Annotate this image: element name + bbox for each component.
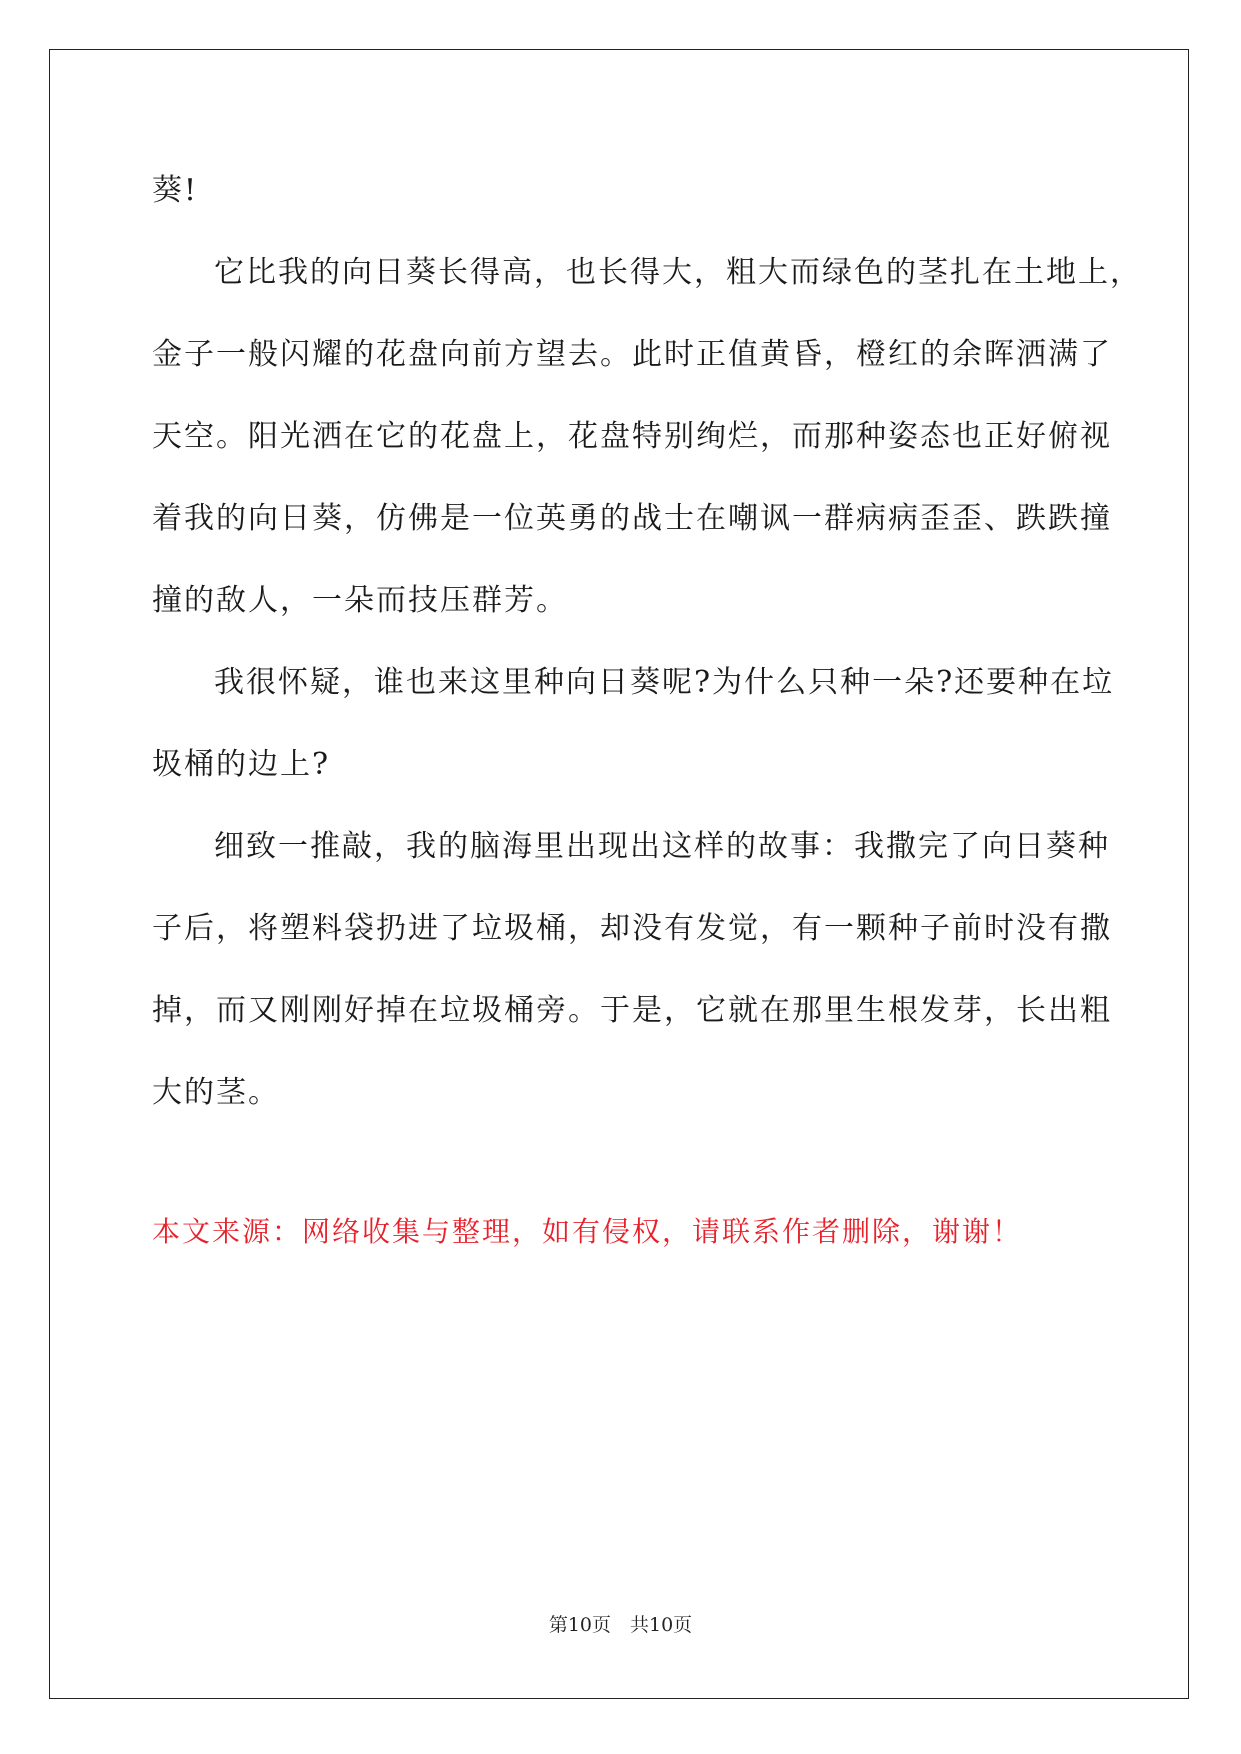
text-line: 金子一般闪耀的花盘向前方望去。此时正值黄昏，橙红的余晖洒满了 [152,337,1112,372]
text-line: 掉，而又刚刚好掉在垃圾桶旁。于是，它就在那里生根发芽，长出粗 [152,993,1112,1028]
paragraph-start-line: 它比我的向日葵长得高，也长得大，粗大而绿色的茎扎在土地上， [214,255,1142,290]
paragraph-start-line: 细致一推敲，我的脑海里出现出这样的故事：我撒完了向日葵种 [214,829,1110,864]
text-line: 天空。阳光洒在它的花盘上，花盘特别绚烂，而那种姿态也正好俯视 [152,419,1112,454]
document-body [152,150,1142,1134]
text-line: 撞的敌人，一朵而技压群芳。 [152,583,568,618]
text-line: 葵! [152,173,199,208]
page-number-footer: 第10页 共10页 [548,1614,693,1636]
text-line: 着我的向日葵，仿佛是一位英勇的战士在嘲讽一群病病歪歪、跌跌撞 [152,501,1112,536]
source-disclaimer: 本文来源：网络收集与整理，如有侵权，请联系作者删除，谢谢！ [152,1215,1023,1248]
paragraph-start-line: 我很怀疑，谁也来这里种向日葵呢?为什么只种一朵?还要种在垃 [214,665,1115,700]
text-line: 大的茎。 [152,1075,280,1110]
text-line: 圾桶的边上? [152,747,331,782]
text-line: 子后，将塑料袋扔进了垃圾桶，却没有发觉，有一颗种子前时没有撒 [152,911,1112,946]
